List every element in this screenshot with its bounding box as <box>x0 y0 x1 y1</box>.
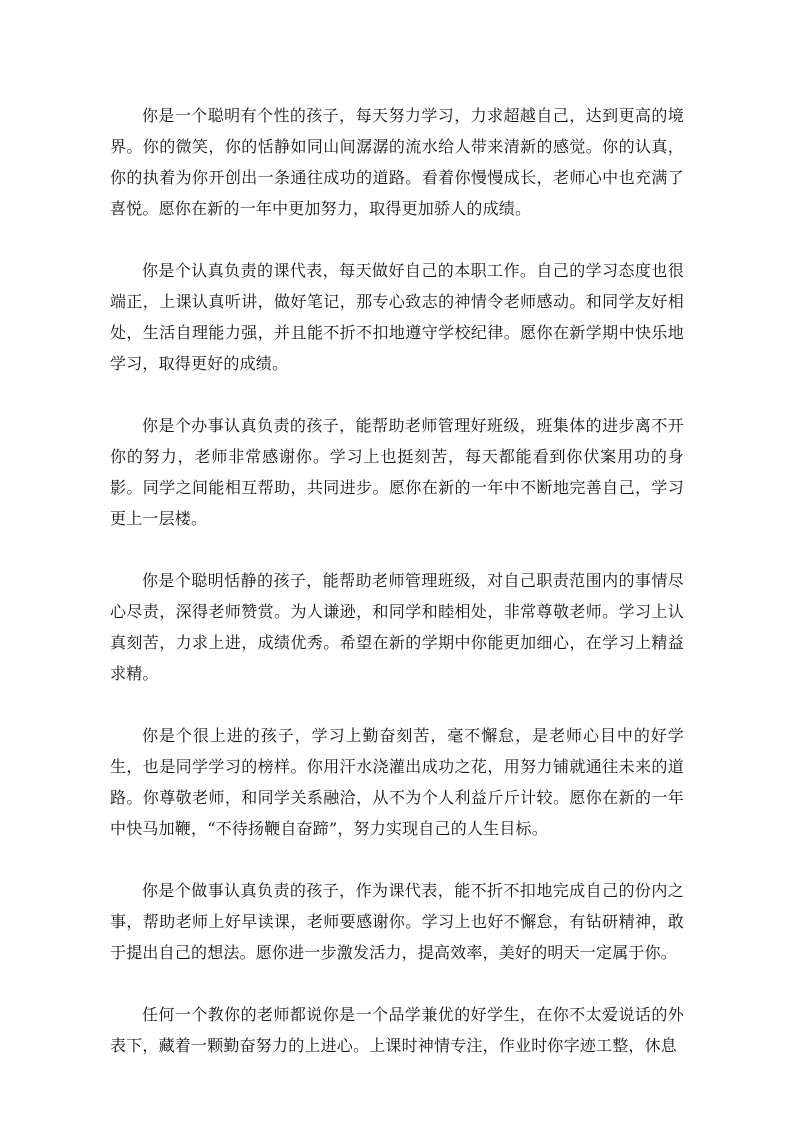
comment-paragraph-2: 你是个认真负责的课代表，每天做好自己的本职工作。自己的学习态度也很端正，上课认真听讲，做好笔记，那专心致志的神情令老师感动。和同学友好相处，生活自理能力强，并且能不折不扣地遵守学校纪律。愿你在新学期中快乐地学习，取得更好的成绩。 <box>110 261 684 373</box>
comment-paragraph-4: 你是个聪明恬静的孩子，能帮助老师管理班级，对自己职责范围内的事情尽心尽责，深得老师赞赏。为人谦逊，和同学和睦相处，非常尊敬老师。学习上认真刻苦，力求上进，成绩优秀。希望在新的学期中你能更加细心，在学习上精益求精。 <box>110 571 684 683</box>
document-page <box>110 100 684 1092</box>
comment-paragraph-1: 你是一个聪明有个性的孩子，每天努力学习，力求超越自己，达到更高的境界。你的微笑，你的恬静如同山间潺潺的流水给人带来清新的感觉。你的认真，你的执着为你开创出一条通往成功的道路。看着你慢慢成长，老师心中也充满了喜悦。愿你在新的一年中更加努力，取得更加骄人的成绩。 <box>110 106 684 218</box>
comment-paragraph-7: 任何一个教你的老师都说你是一个品学兼优的好学生，在你不太爱说话的外表下，藏着一颗勤奋努力的上进心。上课时神情专注，作业时你字迹工整，休息 <box>110 1005 684 1055</box>
comment-paragraph-6: 你是个做事认真负责的孩子，作为课代表，能不折不扣地完成自己的份内之事，帮助老师上好早读课，老师要感谢你。学习上也好不懈怠，有钻研精神，敢于提出自己的想法。愿你进一步激发活力，提高效率，美好的明天一定属于你。 <box>110 881 684 962</box>
comment-paragraph-3: 你是个办事认真负责的孩子，能帮助老师管理好班级，班集体的进步离不开你的努力，老师非常感谢你。学习上也挺刻苦，每天都能看到你伏案用功的身影。同学之间能相互帮助，共同进步。愿你在新的一年中不断地完善自己，学习更上一层楼。 <box>110 416 684 528</box>
comment-paragraph-5: 你是个很上进的孩子，学习上勤奋刻苦，毫不懈怠，是老师心目中的好学生，也是同学学习的榜样。你用汗水浇灌出成功之花，用努力铺就通往未来的道路。你尊敬老师，和同学关系融洽，从不为个人利益斤斤计较。愿你在新的一年中快马加鞭，“不待扬鞭自奋蹄”，努力实现自己的人生目标。 <box>110 726 684 838</box>
